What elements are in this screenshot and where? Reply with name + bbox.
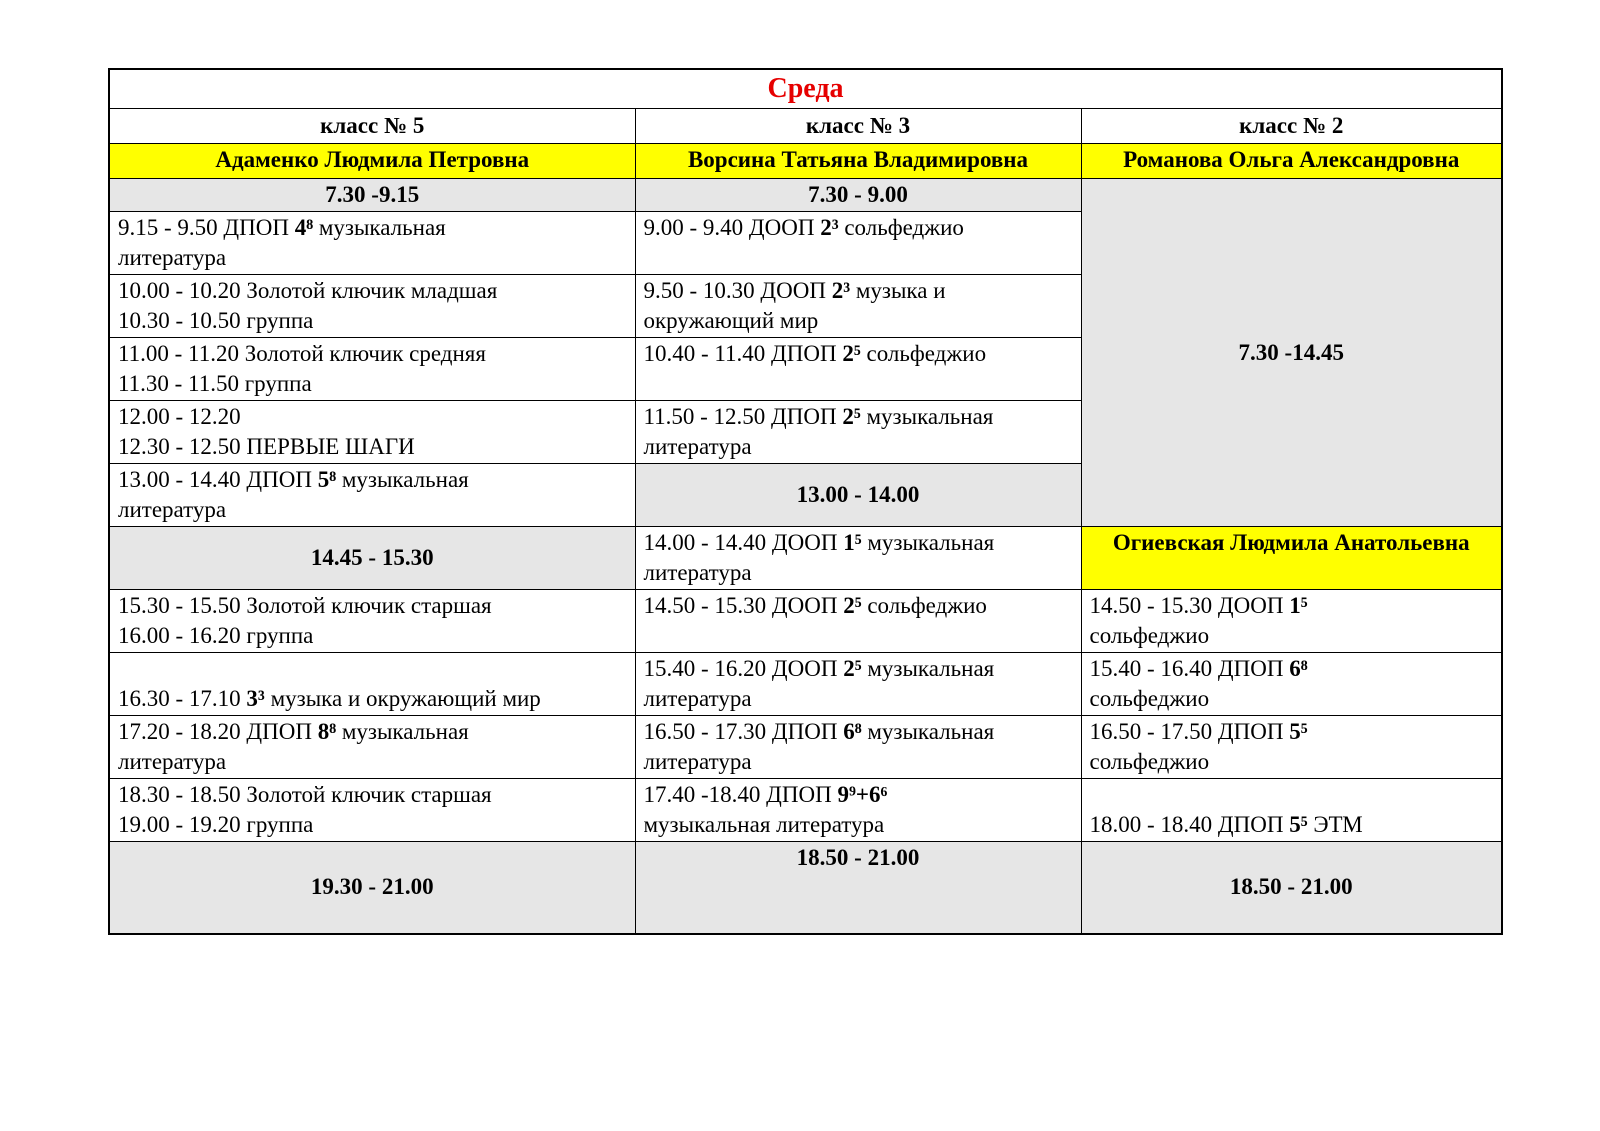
lesson-time: 16.50 - 17.50 ДПОП xyxy=(1089,719,1290,744)
lesson-subject: музыкальная xyxy=(860,404,994,429)
lesson-line xyxy=(644,402,1073,432)
lesson-line: сольфеджио xyxy=(1089,686,1210,711)
lesson-subject: музыкальная xyxy=(861,719,995,744)
lesson-line: литература xyxy=(643,434,752,459)
lesson-subject: сольфеджио xyxy=(838,215,964,240)
lesson-line: музыкальная литература xyxy=(643,812,885,837)
lesson-line: 19.00 - 19.20 группа xyxy=(118,812,314,837)
lesson-line xyxy=(118,402,627,432)
grade-label: 5⁵ xyxy=(1289,812,1308,837)
lesson-time: 18.30 - 18.50 Золотой ключик старшая xyxy=(118,782,492,807)
lesson-cell xyxy=(109,464,635,527)
break-cell: 19.30 - 21.00 xyxy=(109,842,635,934)
lesson-line: литература xyxy=(118,749,227,774)
lesson-line: литература xyxy=(643,560,752,585)
lesson-cell xyxy=(1081,653,1502,716)
lesson-time: 11.50 - 12.50 ДПОП xyxy=(643,404,843,429)
lesson-line xyxy=(644,213,1073,243)
lesson-line: литература xyxy=(118,497,227,522)
lesson-cell xyxy=(635,653,1081,716)
grade-label: 2⁵ xyxy=(843,656,862,681)
lesson-time: 14.00 - 14.40 ДООП xyxy=(643,530,844,555)
lesson-line xyxy=(644,780,1073,810)
lesson-line xyxy=(118,780,627,810)
lesson-time: 13.00 - 14.40 ДПОП xyxy=(118,467,318,492)
lesson-subject: музыкальная xyxy=(336,719,469,744)
lesson-subject: музыкальная xyxy=(861,656,995,681)
teacher-romanova: Романова Ольга Александровна xyxy=(1081,144,1502,179)
lesson-line xyxy=(644,528,1073,558)
lesson-cell xyxy=(109,716,635,779)
lesson-line: 11.30 - 11.50 группа xyxy=(118,371,312,396)
teacher-ogievskaya: Огиевская Людмила Анатольевна xyxy=(1081,527,1502,590)
lesson-line: литература xyxy=(643,686,752,711)
lesson-time: 9.50 - 10.30 ДООП xyxy=(643,278,832,303)
lesson-time: 17.20 - 18.20 ДПОП xyxy=(118,719,318,744)
lesson-line xyxy=(644,654,1073,684)
lesson-cell xyxy=(635,527,1081,590)
break-cell: 7.30 -9.15 xyxy=(109,179,635,212)
break-cell: 7.30 -14.45 xyxy=(1081,179,1502,527)
lesson-time: 16.50 - 17.30 ДПОП xyxy=(643,719,844,744)
break-cell: 14.45 - 15.30 xyxy=(109,527,635,590)
class-header-3: класс № 3 xyxy=(635,109,1081,144)
lesson-cell xyxy=(109,590,635,653)
lesson-time: 9.15 - 9.50 ДПОП xyxy=(118,215,295,240)
lesson-time: 14.50 - 15.30 ДООП xyxy=(1089,593,1290,618)
lesson-cell xyxy=(109,653,635,716)
teacher-vorsina: Ворсина Татьяна Владимировна xyxy=(635,144,1081,179)
grade-label: 4⁸ xyxy=(294,215,314,240)
lesson-subject: ЭТМ xyxy=(1307,812,1363,837)
teacher-adamenko: Адаменко Людмила Петровна xyxy=(109,144,635,179)
lesson-time: 11.00 - 11.20 Золотой ключик средняя xyxy=(118,341,486,366)
lesson-line xyxy=(118,339,627,369)
lesson-cell xyxy=(635,212,1081,275)
lesson-subject: музыка и xyxy=(850,278,946,303)
lesson-cell xyxy=(109,779,635,842)
schedule-table xyxy=(108,68,1503,935)
lesson-cell xyxy=(1081,779,1502,842)
lesson-line xyxy=(1090,717,1494,747)
lesson-line xyxy=(118,465,627,495)
lesson-time: 17.40 -18.40 ДПОП xyxy=(643,782,838,807)
grade-label: 6⁸ xyxy=(1289,656,1308,681)
lesson-line xyxy=(118,717,627,747)
lesson-subject: сольфеджио xyxy=(861,593,987,618)
lesson-time: 12.00 - 12.20 xyxy=(118,404,241,429)
lesson-line xyxy=(118,684,627,714)
lesson-time: 16.30 - 17.10 xyxy=(118,686,247,711)
lesson-line xyxy=(644,276,1073,306)
grade-label: 2³ xyxy=(820,215,839,240)
lesson-cell xyxy=(635,779,1081,842)
break-cell: 18.50 - 21.00 xyxy=(635,842,1081,934)
lesson-subject: музыкальная xyxy=(861,530,995,555)
lesson-cell xyxy=(635,338,1081,401)
lesson-subject: сольфеджио xyxy=(860,341,987,366)
grade-label: 2³ xyxy=(831,278,851,303)
lesson-time: 15.40 - 16.40 ДПОП xyxy=(1089,656,1290,681)
lesson-time: 14.50 - 15.30 ДООП xyxy=(643,593,844,618)
break-cell: 13.00 - 14.00 xyxy=(635,464,1081,527)
grade-label: 5⁵ xyxy=(1289,719,1308,744)
grade-label: 6⁸ xyxy=(843,719,862,744)
break-cell: 7.30 - 9.00 xyxy=(635,179,1081,212)
lesson-line xyxy=(1090,654,1494,684)
lesson-line: сольфеджио xyxy=(1089,623,1210,648)
lesson-line xyxy=(644,339,1073,369)
lesson-line: окружающий мир xyxy=(643,308,819,333)
lesson-time: 15.40 - 16.20 ДООП xyxy=(643,656,844,681)
grade-label: 3³ xyxy=(246,686,265,711)
lesson-time: 9.00 - 9.40 ДООП xyxy=(643,215,821,240)
grade-label: 2⁵ xyxy=(842,341,861,366)
lesson-cell xyxy=(1081,590,1502,653)
lesson-line: 10.30 - 10.50 группа xyxy=(118,308,314,333)
lesson-time: 18.00 - 18.40 ДПОП xyxy=(1089,812,1290,837)
lesson-line: 12.30 - 12.50 ПЕРВЫЕ ШАГИ xyxy=(118,434,415,459)
grade-label: 2⁵ xyxy=(843,593,862,618)
break-cell: 18.50 - 21.00 xyxy=(1081,842,1502,934)
lesson-line xyxy=(1090,810,1494,840)
lesson-cell xyxy=(635,275,1081,338)
grade-label: 1⁵ xyxy=(1289,593,1308,618)
lesson-time: 15.30 - 15.50 Золотой ключик старшая xyxy=(118,593,492,618)
lesson-line xyxy=(118,213,627,243)
class-header-5: класс № 5 xyxy=(109,109,635,144)
lesson-time: 10.00 - 10.20 Золотой ключик младшая xyxy=(118,278,498,303)
lesson-line: 16.00 - 16.20 группа xyxy=(118,623,314,648)
lesson-cell xyxy=(109,401,635,464)
grade-label: 1⁵ xyxy=(843,530,862,555)
lesson-line xyxy=(1090,591,1494,621)
lesson-time: 10.40 - 11.40 ДПОП xyxy=(643,341,843,366)
lesson-cell xyxy=(635,716,1081,779)
grade-label: 9⁹+6⁶ xyxy=(837,782,888,807)
lesson-cell xyxy=(635,590,1081,653)
lesson-cell xyxy=(1081,716,1502,779)
grade-label: 2⁵ xyxy=(842,404,861,429)
lesson-line: сольфеджио xyxy=(1089,749,1210,774)
lesson-cell xyxy=(109,338,635,401)
lesson-cell xyxy=(635,401,1081,464)
grade-label: 5⁸ xyxy=(317,467,337,492)
grade-label: 8⁸ xyxy=(317,719,337,744)
lesson-subject: музыкальная xyxy=(336,467,469,492)
lesson-subject: музыкальная xyxy=(313,215,446,240)
day-title: Среда xyxy=(109,69,1502,109)
lesson-subject: музыка и окружающий мир xyxy=(264,686,541,711)
lesson-line xyxy=(644,591,1073,621)
lesson-line xyxy=(644,717,1073,747)
lesson-cell xyxy=(109,212,635,275)
lesson-line xyxy=(118,276,627,306)
lesson-cell xyxy=(109,275,635,338)
lesson-line: литература xyxy=(643,749,752,774)
class-header-2: класс № 2 xyxy=(1081,109,1502,144)
lesson-line: литература xyxy=(118,245,227,270)
lesson-line xyxy=(118,591,627,621)
